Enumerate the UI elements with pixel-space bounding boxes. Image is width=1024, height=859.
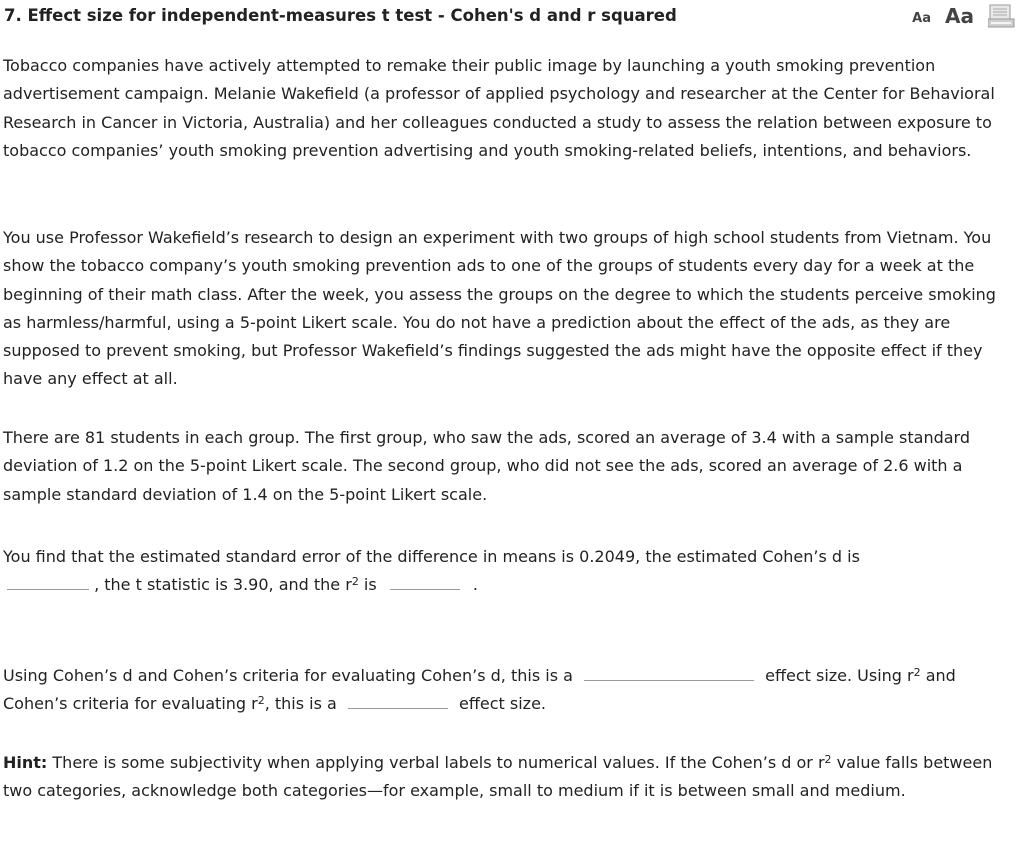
decrease-font-button[interactable]: Aa [912,11,932,26]
increase-font-button[interactable]: Aa [945,4,974,28]
question2-text-e: effect size. [459,694,547,714]
question2-text-d: , this is a [264,694,337,714]
toolbar [912,4,1016,28]
paragraph-data: There are 81 students in each group. The first group, who saw the ads, scored an average of 3.4 with a sample standard deviation of 1.2 on the 5-point Likert scale. The second group, who did not see the ads, scored an average of 2.6 with a sample standard deviation of 1.4 on the 5-point Likert scale. [3,428,970,504]
r-squared-superscript: 2 [913,666,921,679]
question1-text-b: , the t statistic is 3.90, and the r [94,575,352,595]
question-title: 7. Effect size for independent-measures t test - Cohen's d and r squared [4,6,677,25]
r-squared-superscript: 2 [351,575,359,589]
question2-text-a: Using Cohen’s d and Cohen’s criteria for evaluating Cohen’s d, this is a [3,666,573,685]
question2-text-c: and Cohen’s criteria for evaluating r [3,666,956,714]
print-icon[interactable] [988,4,1016,28]
hint-text-continued: value falls between two categories, acknowledge both categories—for example, small to medium if it is between small and medium. [3,753,993,801]
question1-text-a: You find that the estimated standard error of the difference in means is 0.2049, the estimated Cohen’s d is [3,547,860,566]
question-effect-size-labels [3,662,1015,719]
r-squared-superscript: 2 [257,694,265,708]
question2-text-b: effect size. Using r [765,666,914,685]
question1-text-c: is [358,575,377,595]
question-header [4,4,1024,30]
hint-text: There is some subjectivity when applying verbal labels to numerical values. If the Cohen’s d or r [47,753,825,772]
cohens-d-label-answer-blank[interactable] [584,666,754,681]
hint-paragraph [3,749,1015,806]
question-effect-size-computation [3,543,1015,600]
paragraph-experiment: You use Professor Wakefield’s research to design an experiment with two groups of high school students from Vietnam. You show the tobacco company’s youth smoking prevention ads to one of the groups of students every day for a week at the beginning of their math class. After the week, you assess the groups on the degree to which the students perceive smoking as harmless/harmful, using a 5-point Likert scale. You do not have a prediction about the effect of the ads, as they are supposed to prevent smoking, but Professor Wakefield’s findings suggested the ads might have the opposite effect if they have any effect at all. [3,228,996,389]
r-squared-answer-blank[interactable] [390,575,460,590]
r-squared-label-answer-blank[interactable] [348,694,448,709]
question1-period: . [472,575,478,595]
cohens-d-answer-blank[interactable] [7,575,89,590]
paragraph-background: Tobacco companies have actively attempted to remake their public image by launching a youth smoking prevention advertisement campaign. Melanie Wakefield (a professor of applied psychology and researcher at the Center for Behavioral Research in Cancer in Victoria, Australia) and her colleagues conducted a study to assess the relation between exposure to tobacco companies’ youth smoking prevention advertising and youth smoking-related beliefs, intentions, and behaviors. [3,56,995,160]
r-squared-superscript: 2 [824,753,832,766]
hint-label: Hint: [3,753,48,772]
